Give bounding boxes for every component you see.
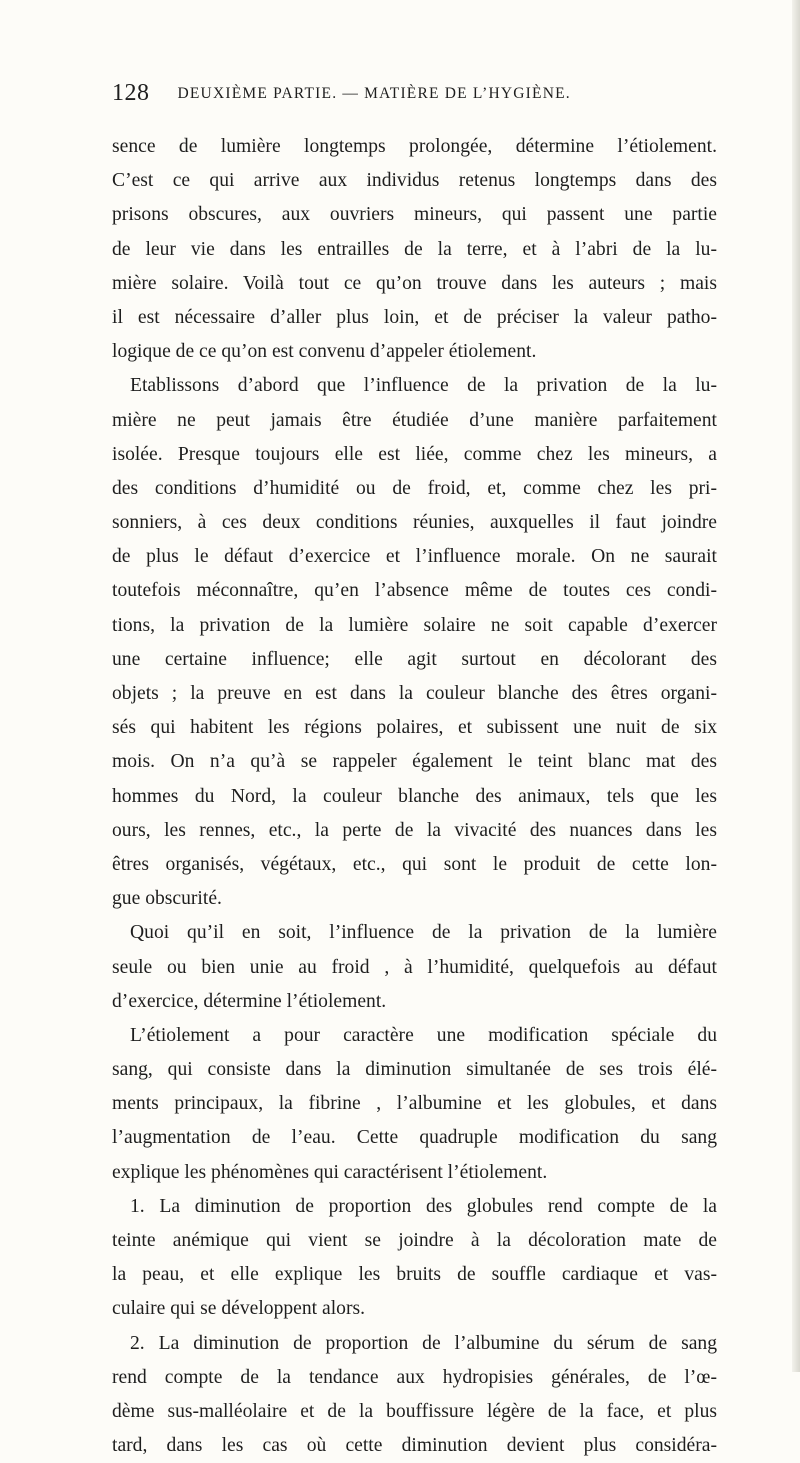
text-line: teinte anémique qui vient se joindre à la décoloration mate de — [112, 1230, 717, 1251]
text-line: C’est ce qui arrive aux individus retenus longtemps dans des — [112, 170, 717, 192]
text-line: d’exercice, détermine l’étiolement. — [112, 990, 387, 1012]
text-line: de leur vie dans les entrailles de la terre, et à l’abri de la lu- — [112, 238, 717, 260]
text-line: gue obscurité. — [112, 888, 222, 910]
running-header — [112, 80, 712, 110]
text-line: mois. On n’a qu’à se rappeler également le teint blanc mat des — [112, 751, 717, 773]
text-line: 1. La diminution de proportion des globules rend compte de la — [130, 1195, 717, 1217]
text-line: ours, les rennes, etc., la perte de la vivacité des nuances dans les — [112, 819, 717, 841]
text-line: tions, la privation de la lumière solaire ne soit capable d’exercer — [112, 614, 717, 636]
text-line: êtres organisés, végétaux, etc., qui sont le produit de cette lon- — [112, 853, 717, 875]
text-line: logique de ce qu’on est convenu d’appeler étiolement. — [112, 341, 537, 363]
text-line: prisons obscures, aux ouvriers mineurs, qui passent une partie — [112, 204, 717, 226]
text-line: une certaine influence; elle agit surtout en décolorant des — [112, 648, 717, 670]
text-line: ments principaux, la fibrine , l’albumine et les globules, et dans — [112, 1093, 717, 1115]
text-line: dème sus-malléolaire et de la bouffissure légère de la face, et plus — [112, 1400, 717, 1422]
text-line: seule ou bien unie au froid , à l’humidité, quelquefois au défaut — [112, 956, 717, 978]
text-line: toutefois méconnaître, qu’en l’absence même de toutes ces condi- — [112, 580, 717, 602]
text-line: il est nécessaire d’aller plus loin, et de préciser la valeur patho- — [112, 306, 717, 328]
text-line: la peau, et elle explique les bruits de souffle cardiaque et vas- — [112, 1264, 717, 1286]
text-line: rend compte de la tendance aux hydropisies générales, de l’œ- — [112, 1366, 717, 1388]
text-line: des conditions d’humidité ou de froid, et, comme chez les pri- — [112, 477, 717, 499]
text-line: sang, qui consiste dans la diminution simultanée de ses trois élé- — [112, 1059, 717, 1081]
text-line: Etablissons d’abord que l’influence de la privation de la lu- — [130, 375, 717, 397]
text-line: sence de lumière longtemps prolongée, détermine l’étiolement. — [112, 136, 717, 157]
text-line: mière ne peut jamais être étudiée d’une manière parfaitement — [112, 409, 717, 431]
text-line: hommes du Nord, la couleur blanche des animaux, tels que les — [112, 785, 717, 807]
text-line: de plus le défaut d’exercice et l’influence morale. On ne saurait — [112, 546, 717, 568]
text-line: l’augmentation de l’eau. Cette quadruple modification du sang — [112, 1127, 717, 1149]
text-line: 2. La diminution de proportion de l’albumine du sérum de sang — [130, 1332, 717, 1354]
text-line: Quoi qu’il en soit, l’influence de la privation de la lumière — [130, 922, 717, 944]
text-line: isolée. Presque toujours elle est liée, comme chez les mineurs, a — [112, 443, 717, 465]
text-line: sonniers, à ces deux conditions réunies, auxquelles il faut joindre — [112, 512, 717, 534]
text-line: L’étiolement a pour caractère une modification spéciale du — [130, 1024, 717, 1046]
text-line: objets ; la preuve en est dans la couleur blanche des êtres organi- — [112, 683, 717, 704]
running-title: DEUXIÈME PARTIE. — MATIÈRE DE L’HYGIÈNE. — [177, 85, 571, 102]
text-line: tard, dans les cas où cette diminution devient plus considéra- — [112, 1435, 717, 1457]
text-line: sés qui habitent les régions polaires, et subissent une nuit de six — [112, 717, 717, 739]
text-line: mière solaire. Voilà tout ce qu’on trouve dans les auteurs ; mais — [112, 272, 717, 294]
text-line: culaire qui se développent alors. — [112, 1298, 365, 1320]
page-edge — [792, 0, 800, 1372]
text-line: explique les phénomènes qui caractérisent l’étiolement. — [112, 1161, 548, 1183]
body-text — [112, 130, 717, 1463]
page-number: 128 — [112, 80, 150, 106]
